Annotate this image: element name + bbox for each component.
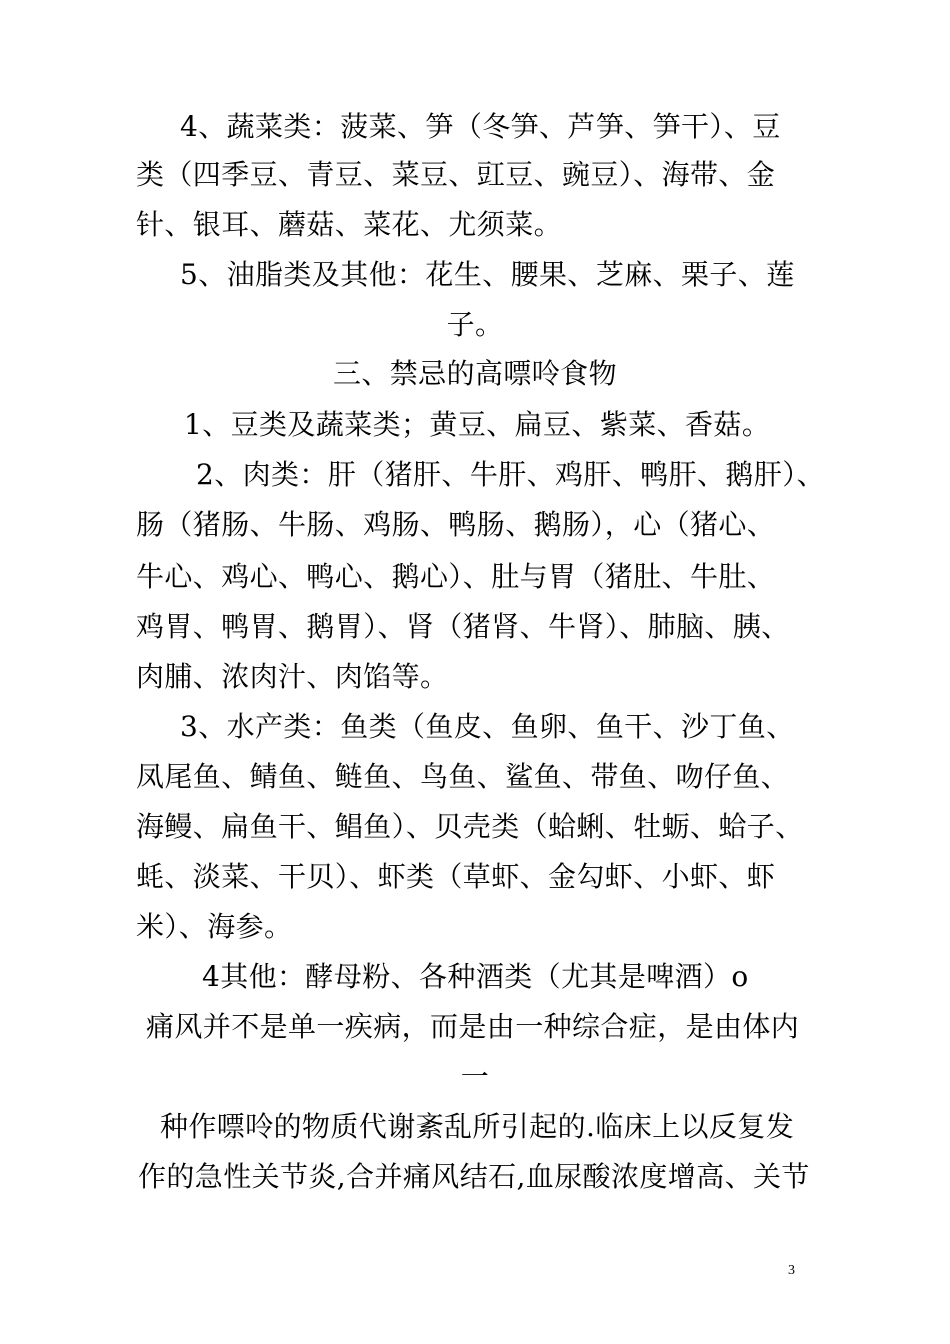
section-heading: 三、禁忌的高嘌呤食物 (332, 357, 617, 390)
text-line-16: 蚝、淡菜、干贝）、虾类（草虾、金勾虾、小虾、虾 (136, 860, 776, 893)
text-line-22: 作的急性关节炎,合并痛风结石,血尿酸浓度增高、关节 (138, 1160, 810, 1193)
text-line-14: 凤尾鱼、鲭鱼、鲢鱼、鸟鱼、鲨鱼、带鱼、吻仔鱼、 (136, 760, 790, 793)
text-line-17: 米）、海参。 (136, 910, 293, 943)
text-line-21: 种作嘌呤的物质代谢紊乱所引起的.临床上以反复发 (160, 1110, 795, 1143)
text-line-10: 牛心、鸡心、鸭心、鹅心）、肚与胃（猪肚、牛肚、 (136, 560, 776, 593)
text-line-12: 肉脯、浓肉汁、肉馅等。 (136, 660, 449, 693)
text-line-13: 3、水产类：鱼类（鱼皮、鱼卵、鱼干、沙丁鱼、 (180, 710, 795, 743)
page-number: 3 (788, 1263, 795, 1278)
text-line-2: 类（四季豆、青豆、菜豆、豇豆、豌豆）、海带、金 (136, 158, 776, 191)
text-line-20: 一 (460, 1060, 490, 1093)
text-line-4: 5、油脂类及其他：花生、腰果、芝麻、栗子、莲 (180, 258, 795, 291)
text-line-9: 肠（猪肠、牛肠、鸡肠、鸭肠、鹅肠），心（猪心、 (136, 508, 776, 541)
text-line-11: 鸡胃、鸭胃、鹅胃）、肾（猪肾、牛肾）、肺脑、胰、 (136, 610, 790, 643)
text-line-15: 海鳗、扁鱼干、鲳鱼）、贝壳类（蛤蜊、牡蛎、蛤子、 (136, 810, 804, 843)
text-line-1: 4、蔬菜类：菠菜、笋（冬笋、芦笋、笋干）、豆 (180, 110, 781, 143)
text-line-18: 4其他：酵母粉、各种酒类（尤其是啤酒）o (202, 960, 749, 993)
text-line-7: 1、豆类及蔬菜类；黄豆、扁豆、紫菜、香菇。 (184, 408, 771, 441)
text-line-8: 2、肉类：肝（猪肝、牛肝、鸡肝、鸭肝、鹅肝）、 (196, 458, 826, 491)
text-line-5: 子。 (446, 308, 504, 341)
text-line-19: 痛风并不是单一疾病，而是由一种综合症，是由体内 (146, 1010, 800, 1043)
text-line-3: 针、银耳、蘑菇、菜花、尤须菜。 (136, 208, 563, 241)
